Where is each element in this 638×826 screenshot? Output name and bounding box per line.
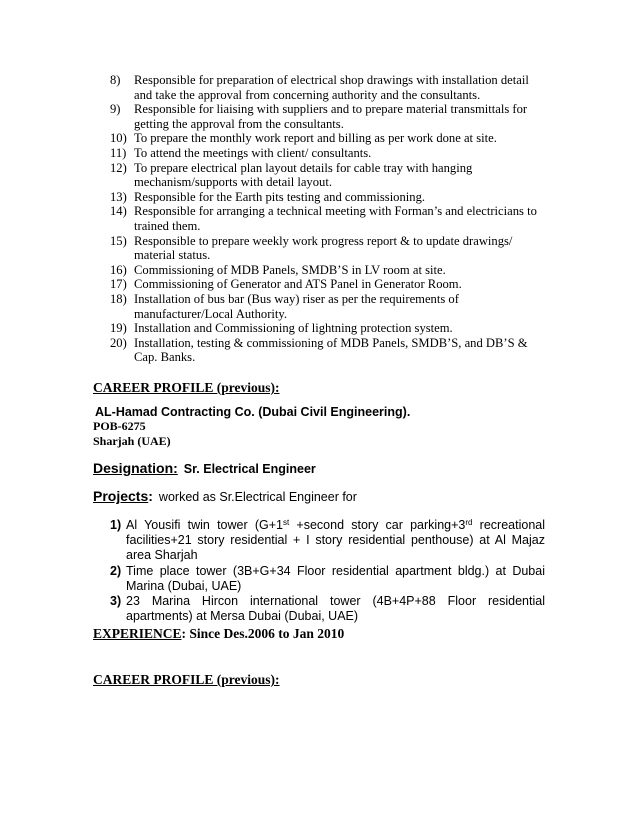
item-number: 18) xyxy=(110,291,127,306)
item-number: 9) xyxy=(110,102,121,117)
list-item xyxy=(110,234,550,263)
item-text: Commissioning of Generator and ATS Panel in Generator Room. xyxy=(134,277,462,292)
item-number: 8) xyxy=(110,73,121,87)
list-item xyxy=(110,277,550,292)
item-text: Installation and Commissioning of lightning protection system. xyxy=(134,321,453,336)
list-item xyxy=(110,190,550,205)
item-text-part: +second story car parking+3 xyxy=(289,518,466,532)
superscript: rd xyxy=(465,518,473,527)
po-box: POB-6275 xyxy=(93,419,146,433)
designation-line xyxy=(93,460,316,476)
list-item xyxy=(110,321,550,336)
designation-value: Sr. Electrical Engineer xyxy=(183,462,316,476)
item-text: To prepare the monthly work report and billing as per work done at site. xyxy=(134,131,497,146)
list-item xyxy=(110,146,550,161)
item-number: 2) xyxy=(110,563,122,578)
item-text-part: recreational facilities+21 story residential + I story residential penthouse) at Al Majaz area Sharjah xyxy=(126,518,545,563)
item-text: Responsible for liaising with suppliers and to prepare material transmittals for getting the approval from the consultants. xyxy=(134,102,528,131)
list-item xyxy=(110,204,550,233)
item-number: 1) xyxy=(110,518,122,532)
item-text: To attend the meetings with client/ consultants. xyxy=(134,145,372,160)
career-profile-heading: CAREER PROFILE (previous): xyxy=(93,380,280,395)
projects-label: Projects xyxy=(93,488,149,504)
projects-intro: worked as Sr.Electrical Engineer for xyxy=(158,490,357,504)
item-text-part: Al Yousifi twin tower (G+1 xyxy=(126,518,283,532)
item-text: Responsible for arranging a technical meeting with Forman’s and electricians to trained them. xyxy=(134,204,537,233)
company-address xyxy=(93,419,171,449)
list-item xyxy=(110,161,550,190)
experience-value: Since Des.2006 to Jan 2010 xyxy=(189,626,345,641)
company-name: AL-Hamad Contracting Co. (Dubai Civil Engineering). xyxy=(95,405,411,419)
item-text: To prepare electrical plan layout details for cable tray with hanging mechanism/supports with detail layout. xyxy=(134,160,473,190)
experience-colon: : xyxy=(181,626,190,641)
item-number: 16) xyxy=(110,262,127,277)
item-number: 20) xyxy=(110,335,127,350)
item-number: 19) xyxy=(110,321,127,336)
designation-label: Designation: xyxy=(93,460,178,476)
item-text: Responsible for the Earth pits testing and commissioning. xyxy=(134,189,426,204)
list-item xyxy=(110,518,545,564)
experience-label: EXPERIENCE xyxy=(93,626,182,641)
list-item xyxy=(110,564,545,594)
item-number: 15) xyxy=(110,233,127,248)
item-text: Responsible to prepare weekly work progress report & to update drawings/ material status. xyxy=(134,233,513,263)
item-number: 17) xyxy=(110,277,127,292)
list-item xyxy=(110,594,545,624)
list-item xyxy=(110,131,550,146)
career-profile-heading-2: CAREER PROFILE (previous): xyxy=(93,672,280,687)
item-text: Responsible for preparation of electrical shop drawings with installation detail and take the approval from concerning authority and the consultants. xyxy=(134,73,529,102)
superscript: st xyxy=(283,518,290,527)
list-item xyxy=(110,102,550,131)
list-item xyxy=(110,263,550,278)
item-number: 13) xyxy=(110,189,127,204)
projects-colon: : xyxy=(148,488,153,504)
item-number: 12) xyxy=(110,160,127,175)
item-number: 10) xyxy=(110,131,127,146)
item-text: 23 Marina Hircon international tower (4B+4P+88 Floor residential apartments) at Mersa Dubai (Dubai, UAE) xyxy=(126,594,545,624)
item-text: Installation of bus bar (Bus way) riser as per the requirements of manufacturer/Local Authority. xyxy=(134,291,459,321)
item-number: 14) xyxy=(110,204,127,219)
item-text: Commissioning of MDB Panels, SMDB’S in LV room at site. xyxy=(134,262,446,277)
projects-list xyxy=(110,518,545,624)
list-item xyxy=(110,292,550,321)
item-text: Time place tower (3B+G+34 Floor residential apartment bldg.) at Dubai Marina (Dubai, UAE) xyxy=(126,563,545,593)
list-item xyxy=(110,73,550,102)
list-item xyxy=(110,336,550,365)
item-text: Installation, testing & commissioning of MDB Panels, SMDB’S, and DB’S & Cap. Banks. xyxy=(134,335,528,365)
projects-line xyxy=(93,488,357,504)
responsibilities-list xyxy=(110,73,550,365)
item-number: 3) xyxy=(110,594,122,609)
experience-line xyxy=(93,626,344,642)
company-location: Sharjah (UAE) xyxy=(93,434,171,448)
item-number: 11) xyxy=(110,145,127,160)
